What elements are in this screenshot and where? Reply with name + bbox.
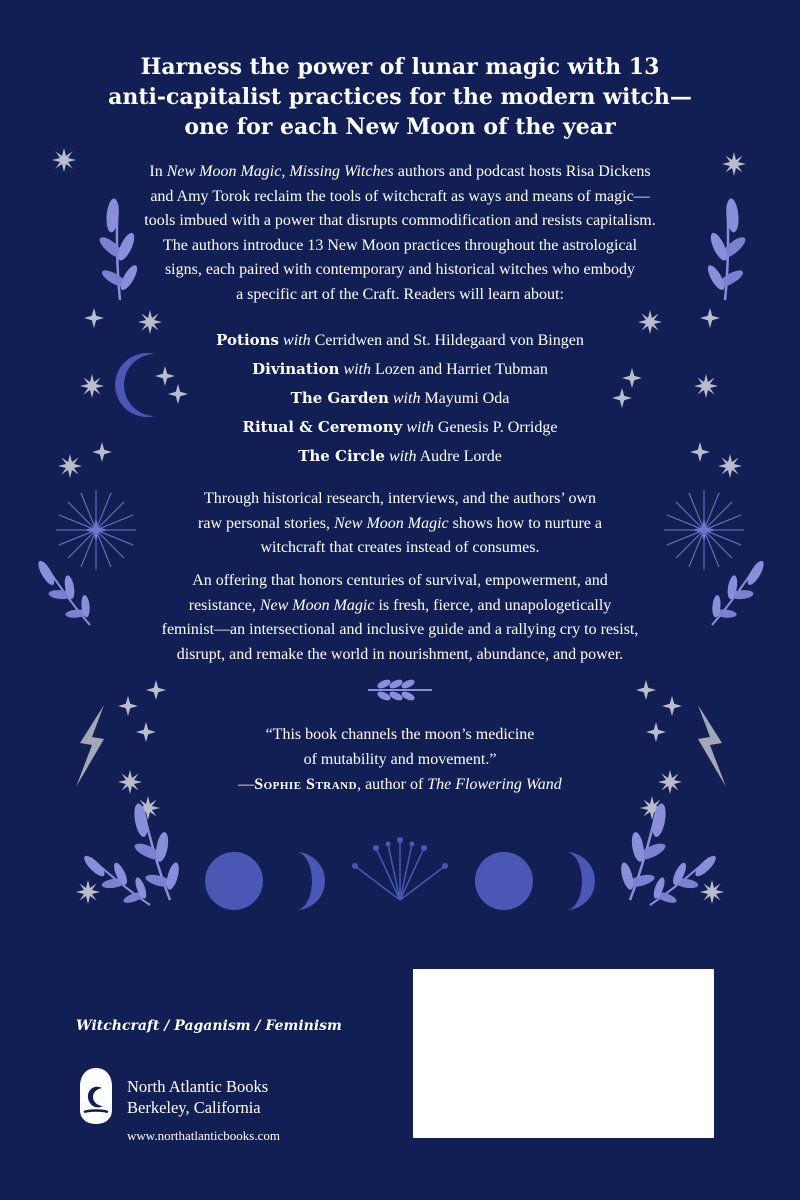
star-icon [700,880,724,904]
practice-name: Divination [252,360,340,378]
book-title: New Moon Magic [259,596,375,614]
category-label: Witchcraft / Paganism / Feminism [76,1018,342,1034]
practice-people: Cerridwen and St. Hildegaard von Bingen [310,332,584,349]
practices-list [100,326,700,471]
book-title: New Moon Magic, Missing Witches [166,163,394,180]
practice-name: The Garden [290,389,389,407]
paragraph-text: raw personal stories, [198,514,334,532]
research-paragraph [90,487,710,561]
practice-name: Potions [216,331,280,349]
book-title: New Moon Magic [334,514,449,532]
paragraph-line: feminist—an intersectional and inclusive guide and a rallying cry to resist, [161,621,639,638]
practice-people: Genesis P. Orridge [433,419,558,436]
star-icon [58,454,82,478]
star-icon [76,880,100,904]
star-icon [118,696,138,716]
intro-text: In [149,163,167,180]
headline-line: one for each New Moon of the year [184,114,616,140]
publisher-name: North Atlantic Books [127,1077,269,1096]
star-icon [718,454,742,478]
intro-line: The authors introduce 13 New Moon practices throughout the astrological [162,236,638,254]
practice-with: with [388,448,417,465]
offering-paragraph [90,569,710,667]
practice-name: Ritual & Ceremony [242,418,403,436]
star-icon [118,770,142,794]
intro-line: signs, each paired with contemporary and historical witches who embody [164,261,636,278]
headline [60,52,740,142]
practice-with: with [392,390,421,407]
moon-phase-icon [566,852,595,910]
practice-with: with [343,361,371,378]
intro-line: and Amy Torok reclaim the tools of witchcraft as ways and means of magic— [150,187,650,205]
paragraph-text: shows how to nurture a [448,514,602,532]
leaf-sprig-icon [639,849,728,913]
practice-with: with [406,419,434,436]
paragraph-text: is fresh, fierce, and unapologetically [374,596,612,614]
intro-line: a specific art of the Craft. Readers will learn about: [236,285,564,303]
intro-text: authors and podcast hosts Risa Dickens [393,163,651,180]
botanical-burst-icon [352,837,448,900]
practice-people: Mayumi Oda [420,390,510,407]
paragraph-line [90,594,710,619]
paragraph-line: Through historical research, interviews, and the authors’ own [203,490,597,507]
intro-line: tools imbued with a power that disrupts commodification and resists capitalism. [144,212,656,229]
quote-line: “This book channels the moon’s medicine [265,726,535,743]
moon-phase-icon [296,852,325,910]
endorsement-quote [150,722,650,797]
paragraph-line: An offering that honors centuries of survival, empowerment, and [192,572,608,589]
quote-line: of mutability and movement.” [303,751,497,768]
headline-line: Harness the power of lunar magic with 13 [140,54,660,80]
practice-item [100,326,700,355]
star-icon [84,308,104,328]
lightning-bolt-icon [698,705,726,787]
quote-author: Sophie Strand [254,776,358,793]
publisher-location: Berkeley, California [127,1098,261,1117]
moon-phase-icon [205,852,263,910]
paragraph-line: disrupt, and remake the world in nourishment, abundance, and power. [176,645,624,663]
practice-item [100,355,700,384]
paragraph-line: witchcraft that creates instead of consumes. [260,539,540,556]
star-icon [662,696,682,716]
quote-author-role: , author of [357,776,428,793]
sprig-divider-icon [368,679,432,701]
quote-book-title: The Flowering Wand [427,776,562,793]
star-icon [636,680,656,700]
practice-people: Lozen and Harriet Tubman [371,361,548,378]
intro-line [100,160,700,185]
practice-item [100,442,700,471]
quote-attribution [150,772,650,797]
practice-item [100,384,700,413]
publisher-url-link[interactable]: www.northatlanticbooks.com [127,1128,280,1143]
star-icon [722,152,746,176]
headline-line: anti-capitalist practices for the modern witch— [108,84,692,110]
lightning-bolt-icon [76,705,104,787]
star-icon [52,148,76,172]
barcode-box [413,969,714,1138]
moon-phase-icon [475,852,533,910]
practice-with: with [283,332,311,349]
star-icon [146,680,166,700]
practice-name: The Circle [298,447,385,465]
star-icon [700,308,720,328]
practice-people: Audre Lorde [416,448,502,465]
paragraph-line [90,512,710,537]
practice-item [100,413,700,442]
quote-dash: — [238,776,255,793]
leaf-sprig-icon [72,849,161,913]
publisher-logo-icon [78,1066,114,1126]
star-icon [658,770,682,794]
intro-paragraph [100,160,700,307]
paragraph-text: resistance, [188,596,260,614]
leaf-sprig-icon [689,193,770,304]
publisher-info [127,1076,268,1118]
